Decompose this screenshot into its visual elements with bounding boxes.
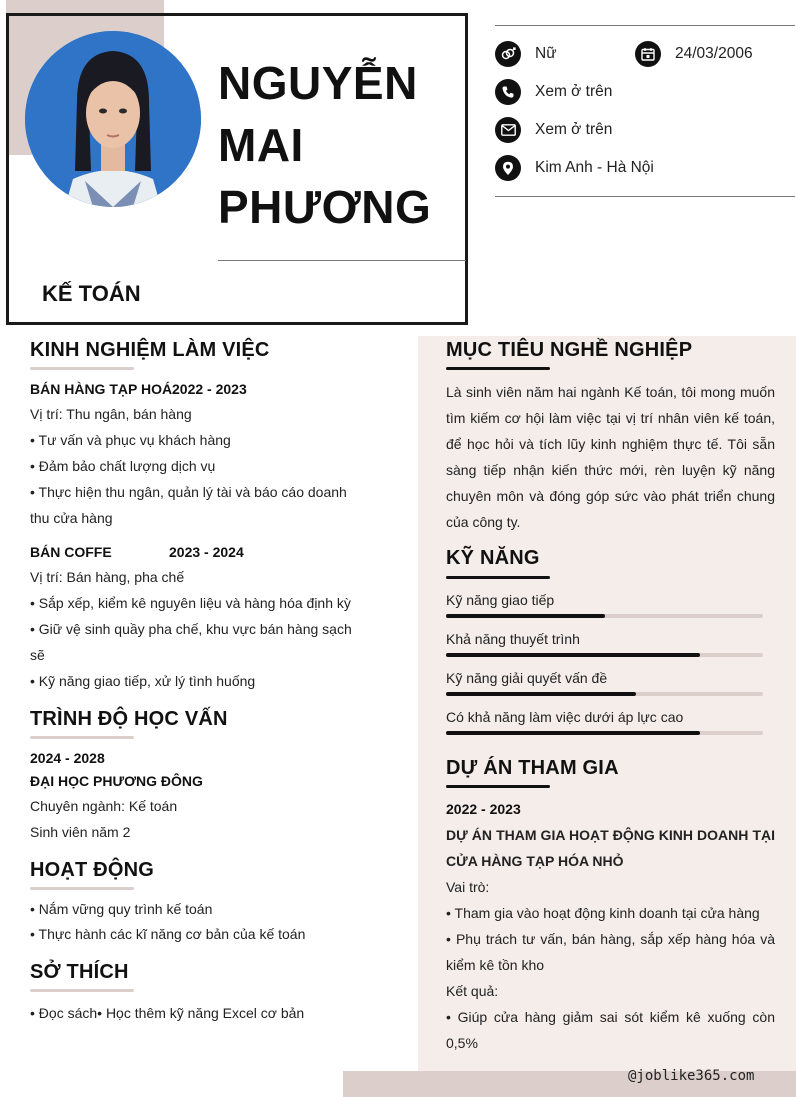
job-2-bullet-1: • Sắp xếp, kiểm kê nguyên liệu và hàng hóa định kỳ [30, 595, 351, 611]
birthday-value: 24/03/2006 [675, 45, 753, 62]
objective-text: Là sinh viên năm hai ngành Kế toán, tôi mong muốn tìm kiếm cơ hội làm việc tại vị trí nhân viên kế toán, để học hỏi và tích lũy kinh nghiệm thực tế. Tôi sẵn sàng tiếp nhận kiến thức mới, rèn luyện kỹ năng chuyên môn và đóng góp sức vào phát triển chung của công ty. [446, 384, 775, 530]
experience-underline [30, 367, 134, 370]
skills-underline [446, 576, 550, 579]
job-1-position: Vị trí: Thu ngân, bán hàng [30, 406, 192, 422]
address-value: Kim Anh - Hà Nội [535, 159, 654, 176]
education-period: 2024 - 2028 [30, 750, 105, 766]
job-1-company: BÁN HÀNG TẠP HOÁ [30, 381, 173, 397]
project-role-label: Vai trò: [446, 879, 490, 895]
job-1-bullet-3: • Thực hiện thu ngân, quản lý tài và báo cáo doanh thu cửa hàng [30, 484, 347, 526]
project-role-1: • Tham gia vào hoạt động kinh doanh tại cửa hàng [446, 905, 760, 921]
projects-underline [446, 785, 550, 788]
project-period: 2022 - 2023 [446, 801, 521, 817]
location-icon [495, 155, 521, 181]
avatar [25, 31, 201, 207]
skill-fill-4 [446, 731, 700, 735]
education-major: Chuyên ngành: Kế toán [30, 798, 178, 814]
hobbies-title: SỞ THÍCH [30, 961, 129, 983]
info-divider-top [495, 25, 795, 26]
skill-label-4: Có khả năng làm việc dưới áp lực cao [446, 709, 684, 725]
job-title: KẾ TOÁN [42, 281, 141, 306]
activity-item-1: • Nắm vững quy trình kế toán [30, 901, 213, 917]
skill-bar-4 [446, 731, 763, 735]
education-school: ĐẠI HỌC PHƯƠNG ĐÔNG [30, 773, 203, 789]
activities-underline [30, 887, 134, 890]
job-2-bullet-3: • Kỹ năng giao tiếp, xử lý tình huống [30, 673, 256, 689]
info-address [495, 155, 654, 181]
skill-label-2: Khả năng thuyết trình [446, 631, 580, 647]
education-year: Sinh viên năm 2 [30, 824, 131, 840]
info-gender [495, 41, 557, 67]
skill-fill-2 [446, 653, 700, 657]
skill-bar-2 [446, 653, 763, 657]
project-role-2: • Phụ trách tư vấn, bán hàng, sắp xếp hàng hóa và kiểm kê tồn kho [446, 931, 775, 973]
skill-label-1: Kỹ năng giao tiếp [446, 592, 555, 608]
project-name: DỰ ÁN THAM GIA HOẠT ĐỘNG KINH DOANH TẠI CỬA HÀNG TẠP HÓA NHỎ [446, 827, 775, 869]
name-line-1: NGUYỄN [218, 57, 418, 109]
info-birthday [635, 41, 753, 67]
skill-label-3: Kỹ năng giải quyết vấn đề [446, 670, 608, 686]
job-1-bullet-1: • Tư vấn và phục vụ khách hàng [30, 432, 231, 448]
skills-title: KỸ NĂNG [446, 547, 540, 569]
skill-fill-1 [446, 614, 605, 618]
job-2-company: BÁN COFFE [30, 544, 112, 560]
gender-value: Nữ [535, 45, 557, 62]
gender-icon [495, 41, 521, 67]
info-phone [495, 79, 612, 105]
education-title: TRÌNH ĐỘ HỌC VẤN [30, 708, 228, 730]
email-value: Xem ở trên [535, 121, 613, 138]
education-underline [30, 736, 134, 739]
info-email [495, 117, 612, 143]
project-result-label: Kết quả: [446, 983, 499, 999]
mail-icon [495, 117, 521, 143]
activities-title: HOẠT ĐỘNG [30, 859, 155, 881]
objective-title: MỤC TIÊU NGHỀ NGHIỆP [446, 339, 693, 361]
objective-underline [446, 367, 550, 370]
skill-fill-3 [446, 692, 636, 696]
projects-title: DỰ ÁN THAM GIA [446, 757, 619, 779]
calendar-icon [635, 41, 661, 67]
hobbies-text: • Đọc sách• Học thêm kỹ năng Excel cơ bản [30, 1005, 305, 1021]
skill-bar-3 [446, 692, 763, 696]
full-name [218, 52, 458, 238]
portrait-photo [25, 31, 201, 207]
experience-title: KINH NGHIỆM LÀM VIỆC [30, 339, 270, 361]
job-1-period: 2022 - 2023 [172, 381, 247, 397]
job-1-bullet-2: • Đảm bảo chất lượng dịch vụ [30, 458, 216, 474]
job-2-position: Vị trí: Bán hàng, pha chế [30, 569, 185, 585]
skill-bar-1 [446, 614, 763, 618]
phone-value: Xem ở trên [535, 83, 613, 100]
name-divider [218, 260, 466, 261]
hobbies-underline [30, 989, 134, 992]
phone-icon [495, 79, 521, 105]
job-2-bullet-2: • Giữ vệ sinh quầy pha chế, khu vực bán hàng sạch sẽ [30, 621, 352, 663]
watermark: @joblike365.com [628, 1068, 755, 1084]
activity-item-2: • Thực hành các kĩ năng cơ bản của kế toán [30, 926, 306, 942]
job-2-period: 2023 - 2024 [169, 544, 244, 560]
project-result-1: • Giúp cửa hàng giảm sai sót kiểm kê xuống còn 0,5% [446, 1009, 775, 1051]
name-line-2: MAI [218, 119, 304, 171]
info-divider-bottom [495, 196, 795, 197]
name-line-3: PHƯƠNG [218, 181, 432, 233]
